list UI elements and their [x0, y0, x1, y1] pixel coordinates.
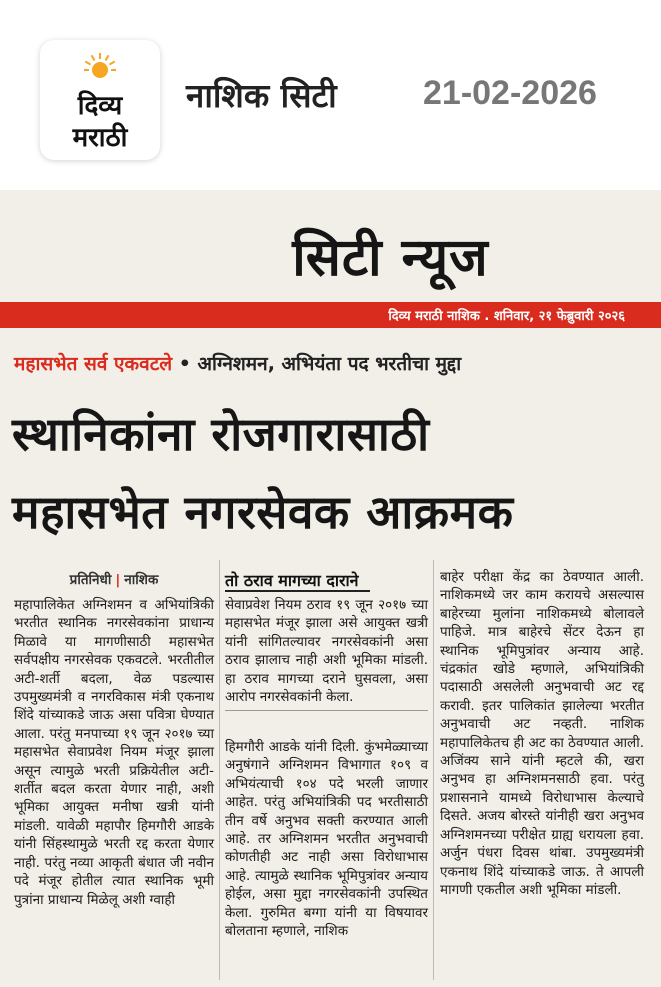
- sidebar-text: सेवाप्रवेश नियम ठराव १९ जून २०१७ च्या महासभेत मंजूर झाला असे आयुक्त खत्री यांनी सांगितल्यावर नगरसेवकांनी असा ठराव झालाच नाही अशी भूमिका मांडली. हा ठराव मागच्या दराने घुसवला, असा आरोप नगरसेवकांनी केला.: [225, 597, 428, 706]
- edition-title: नाशिक सिटी: [186, 76, 337, 115]
- article-column-1: [14, 596, 214, 909]
- sidebar-heading-rule: [225, 590, 370, 592]
- newspaper-page[interactable]: [0, 190, 661, 987]
- logo-text-line2: मराठी: [72, 123, 128, 153]
- sun-icon: [84, 52, 116, 84]
- article-text: हिमगौरी आडके यांनी दिली. कुंभमेळ्याच्या अनुषंगाने अग्निशमन विभागात १०९ व अभियंत्याची १०४ पदे भरली जाणार आहेत. परंतु अभियांत्रिकी पद भरतीसाठी तीन वर्षे अनुभव सक्ती करण्यात आली आहे. तर अग्निशमन भरतीत अनुभवाची कोणतीही अट नाही असा विरोधाभास आहे. त्यामुळे स्थानिक भूमिपुत्रांवर अन्याय होईल, असा मुद्दा नगरसेवकांनी उपस्थित केला. गुरुमित बग्गा यांनी या विषयावर बोलताना म्हणाले, नाशिक: [225, 739, 428, 940]
- logo-text-line1: दिव्य: [77, 91, 123, 121]
- article-text: महापालिकेत अग्निशमन व अभियांत्रिकी भरतीत स्थानिक नगरसेवकांना प्राधान्य मिळावे या मागणीसाठी महासभेत सर्वपक्षीय नगरसेवक एकवटले. भरतीतील अटी-शर्ती बदला, वेळ पडल्यास उपमुख्यमंत्री व नगरविकास मंत्री एकनाथ शिंदे यांच्याकडे जाऊ असा पवित्रा घेण्यात आला. परंतु मनपाच्या १९ जून २०१७ च्या महासभेत सेवाप्रवेश नियम मंजूर झाला असून त्यामुळे भरती प्रक्रियेतील अटी-शर्तीत बदल करता येणार नाही, अशी भूमिका आयुक्त मनीषा खत्री यांनी मांडली. यावेळी महापौर हिमगौरी आडके यांनी सिंहस्थामुळे भरती रद्द करता येणार नाही. परंतु नव्या आकृती बंधात जी नवीन पदे मंजूर होतील त्यात स्थानिक भूमी पुत्रांना प्राधान्य मिळेलू अशी ग्वाही: [14, 597, 214, 908]
- section-masthead: सिटी न्यूज: [292, 228, 489, 288]
- kicker: [14, 350, 461, 376]
- issue-line: दिव्य मराठी नाशिक . शनिवार, २१ फेब्रुवारी २०२६: [388, 309, 625, 324]
- column-divider: [433, 560, 434, 980]
- kicker-text: • अग्निशमन, अभियंता पद भरतीचा मुद्दा: [172, 353, 462, 375]
- column-divider: [219, 560, 220, 980]
- headline-line-1: स्थानिकांना रोजगारासाठी: [12, 407, 430, 461]
- byline-name: प्रतिनिधी: [69, 572, 112, 588]
- article-column-3: [440, 568, 644, 899]
- kicker-highlight: महासभेत सर्व एकवटले: [14, 353, 173, 375]
- edition-date: 21-02-2026: [423, 74, 597, 112]
- divya-marathi-logo[interactable]: [40, 40, 160, 160]
- byline-place: नाशिक: [124, 572, 159, 588]
- app-header: [0, 0, 661, 190]
- article-text: बाहेर परीक्षा केंद्र का ठेवण्यात आली. नाशिकमध्ये जर काम करायचे असल्यास बाहेरच्या मुलांना नाशिकमध्ये बोलावले पाहिजे. मात्र बाहेरचे सेंटर देऊन हा स्थानिक भूमिपुत्रांवर अन्याय आहे. चंद्रकांत खोडे म्हणाले, अभियांत्रिकी पदासाठी असलेली अनुभवाची अट रद्द करावी. इतर पालिकांत झालेल्या भरतीत अनुभवाची अट नव्हती. नाशिक महापालिकेतच ही अट का ठेवण्यात आली. अजिंक्य साने यांनी म्हटले की, खरा अनुभव हा अग्निशमनसाठी हवा. परंतु प्रशासनाने यामध्ये विरोधाभास केल्याचे दिसते. अजय बोरस्ते यांनीही खरा अनुभव अग्निशमनच्या परीक्षेत ग्राह्य धरायला हवा. अर्जुन पंधरा दिवस थांबा. उपमुख्यमंत्री एकनाथ शिंदे यांच्याकडे जाऊ. ते आपली मागणी एकतील अशी भूमिका मांडली.: [440, 569, 644, 898]
- sidebar-box: [225, 596, 428, 706]
- sidebar-divider: [225, 710, 428, 711]
- headline-line-2: महासभेत नगरसेवक आक्रमक: [12, 485, 514, 539]
- issue-bar: [0, 302, 661, 328]
- article-column-2: [225, 738, 428, 940]
- sidebar-heading: तो ठराव मागच्या दाराने: [225, 571, 359, 590]
- byline: प्रतिनिधी | नाशिक: [69, 572, 159, 588]
